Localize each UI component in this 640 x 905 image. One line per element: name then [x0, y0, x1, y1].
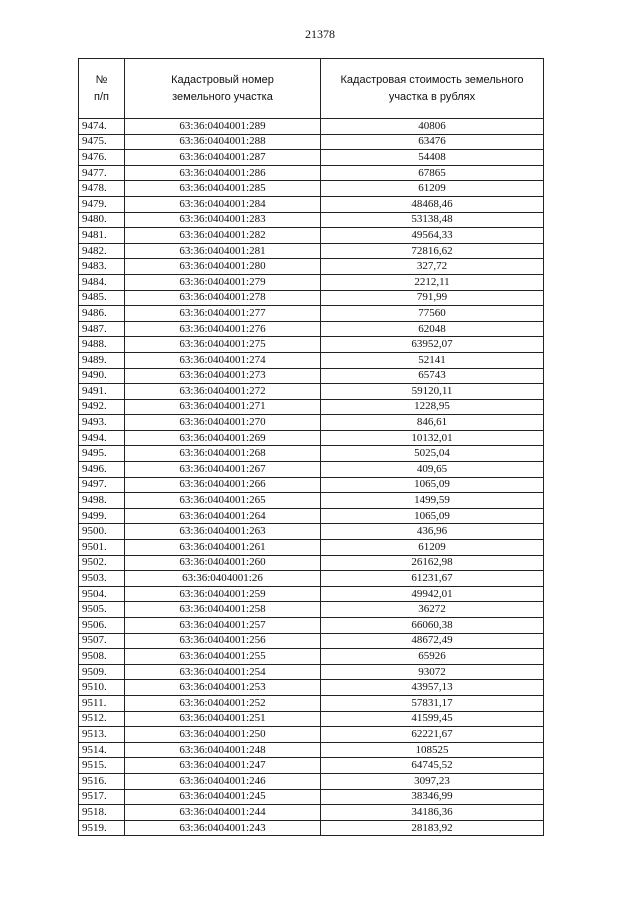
- row-number-cell: 9483.: [79, 259, 125, 275]
- table-row: [79, 649, 544, 665]
- cadastral-number-cell: 63:36:0404001:266: [125, 477, 321, 493]
- table-row: [79, 508, 544, 524]
- cadastral-number-cell: 63:36:0404001:248: [125, 742, 321, 758]
- cadastral-value-cell: 2212,11: [321, 274, 544, 290]
- table-row: [79, 368, 544, 384]
- cadastral-number-cell: 63:36:0404001:247: [125, 758, 321, 774]
- row-number-cell: 9495.: [79, 446, 125, 462]
- table-row: [79, 150, 544, 166]
- cadastral-value-cell: 1065,09: [321, 508, 544, 524]
- header-cadastral-number-line-2: земельного участка: [172, 90, 273, 103]
- cadastral-number-cell: 63:36:0404001:260: [125, 555, 321, 571]
- cadastral-value-cell: 108525: [321, 742, 544, 758]
- cadastral-value-cell: 40806: [321, 119, 544, 135]
- table-row: [79, 430, 544, 446]
- cadastral-number-cell: 63:36:0404001:271: [125, 399, 321, 415]
- cadastral-number-cell: 63:36:0404001:281: [125, 243, 321, 259]
- row-number-cell: 9479.: [79, 196, 125, 212]
- row-number-cell: 9482.: [79, 243, 125, 259]
- cadastral-number-cell: 63:36:0404001:274: [125, 352, 321, 368]
- table-row: [79, 321, 544, 337]
- table-body: [79, 119, 544, 836]
- cadastral-number-cell: 63:36:0404001:246: [125, 773, 321, 789]
- table-row: [79, 134, 544, 150]
- cadastral-number-cell: 63:36:0404001:270: [125, 415, 321, 431]
- row-number-cell: 9510.: [79, 680, 125, 696]
- cadastral-number-cell: 63:36:0404001:243: [125, 820, 321, 836]
- row-number-cell: 9506.: [79, 618, 125, 634]
- table-row: [79, 555, 544, 571]
- cadastral-number-cell: 63:36:0404001:269: [125, 430, 321, 446]
- table-row: [79, 695, 544, 711]
- cadastral-number-cell: 63:36:0404001:282: [125, 228, 321, 244]
- cadastral-number-cell: 63:36:0404001:273: [125, 368, 321, 384]
- cadastral-number-cell: 63:36:0404001:283: [125, 212, 321, 228]
- cadastral-number-cell: 63:36:0404001:287: [125, 150, 321, 166]
- cadastral-value-cell: 65743: [321, 368, 544, 384]
- cadastral-value-cell: 5025,04: [321, 446, 544, 462]
- table-row: [79, 664, 544, 680]
- row-number-cell: 9484.: [79, 274, 125, 290]
- cadastral-value-cell: 43957,13: [321, 680, 544, 696]
- cadastral-value-cell: 62221,67: [321, 727, 544, 743]
- cadastral-value-cell: 1065,09: [321, 477, 544, 493]
- header-cadastral-value-line-2: участка в рублях: [388, 90, 476, 103]
- cadastral-number-cell: 63:36:0404001:265: [125, 493, 321, 509]
- table-row: [79, 212, 544, 228]
- cadastral-number-cell: 63:36:0404001:284: [125, 196, 321, 212]
- cadastral-number-cell: 63:36:0404001:264: [125, 508, 321, 524]
- cadastral-value-cell: 48672,49: [321, 633, 544, 649]
- table-row: [79, 337, 544, 353]
- cadastral-value-cell: 48468,46: [321, 196, 544, 212]
- row-number-cell: 9480.: [79, 212, 125, 228]
- row-number-cell: 9493.: [79, 415, 125, 431]
- row-number-cell: 9501.: [79, 540, 125, 556]
- cadastral-value-cell: 409,65: [321, 462, 544, 478]
- cadastral-number-cell: 63:36:0404001:276: [125, 321, 321, 337]
- row-number-cell: 9519.: [79, 820, 125, 836]
- row-number-cell: 9518.: [79, 805, 125, 821]
- cadastral-value-cell: 38346,99: [321, 789, 544, 805]
- cadastral-value-cell: 36272: [321, 602, 544, 618]
- cadastral-value-cell: 63476: [321, 134, 544, 150]
- header-row: [79, 59, 544, 119]
- row-number-cell: 9498.: [79, 493, 125, 509]
- row-number-cell: 9500.: [79, 524, 125, 540]
- cadastral-number-cell: 63:36:0404001:278: [125, 290, 321, 306]
- cadastral-number-cell: 63:36:0404001:250: [125, 727, 321, 743]
- table-row: [79, 165, 544, 181]
- row-number-cell: 9508.: [79, 649, 125, 665]
- cadastral-number-cell: 63:36:0404001:252: [125, 695, 321, 711]
- cadastral-number-cell: 63:36:0404001:253: [125, 680, 321, 696]
- table-row: [79, 446, 544, 462]
- table-row: [79, 462, 544, 478]
- cadastral-number-cell: 63:36:0404001:275: [125, 337, 321, 353]
- cadastral-value-cell: 846,61: [321, 415, 544, 431]
- header-row-number-line-2: п/п: [94, 90, 109, 103]
- row-number-cell: 9475.: [79, 134, 125, 150]
- cadastral-value-cell: 791,99: [321, 290, 544, 306]
- cadastral-value-cell: 66060,38: [321, 618, 544, 634]
- table-row: [79, 758, 544, 774]
- cadastral-value-cell: 53138,48: [321, 212, 544, 228]
- cadastral-number-cell: 63:36:0404001:268: [125, 446, 321, 462]
- table-row: [79, 477, 544, 493]
- cadastral-value-cell: 41599,45: [321, 711, 544, 727]
- table-row: [79, 415, 544, 431]
- cadastral-number-cell: 63:36:0404001:259: [125, 586, 321, 602]
- cadastral-value-cell: 49564,33: [321, 228, 544, 244]
- cadastral-value-cell: 52141: [321, 352, 544, 368]
- table-row: [79, 290, 544, 306]
- cadastral-value-cell: 1228,95: [321, 399, 544, 415]
- row-number-cell: 9496.: [79, 462, 125, 478]
- cadastral-value-cell: 65926: [321, 649, 544, 665]
- cadastral-value-cell: 61209: [321, 540, 544, 556]
- table-row: [79, 773, 544, 789]
- cadastral-number-cell: 63:36:0404001:267: [125, 462, 321, 478]
- cadastral-value-cell: 49942,01: [321, 586, 544, 602]
- row-number-cell: 9513.: [79, 727, 125, 743]
- table-row: [79, 805, 544, 821]
- cadastral-value-cell: 1499,59: [321, 493, 544, 509]
- cadastral-value-cell: 10132,01: [321, 430, 544, 446]
- row-number-cell: 9507.: [79, 633, 125, 649]
- cadastral-value-cell: 62048: [321, 321, 544, 337]
- row-number-cell: 9504.: [79, 586, 125, 602]
- row-number-cell: 9515.: [79, 758, 125, 774]
- row-number-cell: 9505.: [79, 602, 125, 618]
- table-row: [79, 618, 544, 634]
- cadastral-number-cell: 63:36:0404001:257: [125, 618, 321, 634]
- row-number-cell: 9491.: [79, 384, 125, 400]
- row-number-cell: 9474.: [79, 119, 125, 135]
- cadastral-number-cell: 63:36:0404001:254: [125, 664, 321, 680]
- row-number-cell: 9511.: [79, 695, 125, 711]
- cadastral-number-cell: 63:36:0404001:279: [125, 274, 321, 290]
- page-number: 21378: [305, 27, 335, 41]
- table-row: [79, 274, 544, 290]
- row-number-cell: 9502.: [79, 555, 125, 571]
- table-row: [79, 259, 544, 275]
- table-row: [79, 742, 544, 758]
- row-number-cell: 9497.: [79, 477, 125, 493]
- cadastral-value-cell: 72816,62: [321, 243, 544, 259]
- table-row: [79, 680, 544, 696]
- table-row: [79, 711, 544, 727]
- cadastral-number-cell: 63:36:0404001:251: [125, 711, 321, 727]
- cadastral-number-cell: 63:36:0404001:277: [125, 306, 321, 322]
- cadastral-number-cell: 63:36:0404001:289: [125, 119, 321, 135]
- cadastral-value-cell: 93072: [321, 664, 544, 680]
- table-row: [79, 820, 544, 836]
- table-row: [79, 399, 544, 415]
- cadastral-value-cell: 64745,52: [321, 758, 544, 774]
- cadastral-value-cell: 26162,98: [321, 555, 544, 571]
- row-number-cell: 9514.: [79, 742, 125, 758]
- cadastral-number-cell: 63:36:0404001:255: [125, 649, 321, 665]
- table-row: [79, 384, 544, 400]
- row-number-cell: 9517.: [79, 789, 125, 805]
- row-number-cell: 9503.: [79, 571, 125, 587]
- cadastral-number-cell: 63:36:0404001:261: [125, 540, 321, 556]
- cadastral-number-cell: 63:36:0404001:256: [125, 633, 321, 649]
- cadastral-value-cell: 61231,67: [321, 571, 544, 587]
- header-row-number: [79, 59, 125, 119]
- row-number-cell: 9486.: [79, 306, 125, 322]
- row-number-cell: 9478.: [79, 181, 125, 197]
- row-number-cell: 9499.: [79, 508, 125, 524]
- table-row: [79, 493, 544, 509]
- row-number-cell: 9492.: [79, 399, 125, 415]
- cadastral-value-cell: 3097,23: [321, 773, 544, 789]
- row-number-cell: 9489.: [79, 352, 125, 368]
- header-cadastral-number: [125, 59, 321, 119]
- table-row: [79, 524, 544, 540]
- table-row: [79, 540, 544, 556]
- cadastral-number-cell: 63:36:0404001:280: [125, 259, 321, 275]
- table-row: [79, 181, 544, 197]
- cadastral-number-cell: 63:36:0404001:26: [125, 571, 321, 587]
- header-row-number-line-1: №: [95, 73, 108, 86]
- table-row: [79, 196, 544, 212]
- table-row: [79, 228, 544, 244]
- cadastral-value-cell: 63952,07: [321, 337, 544, 353]
- row-number-cell: 9488.: [79, 337, 125, 353]
- cadastral-number-cell: 63:36:0404001:285: [125, 181, 321, 197]
- table-row: [79, 727, 544, 743]
- row-number-cell: 9481.: [79, 228, 125, 244]
- row-number-cell: 9487.: [79, 321, 125, 337]
- cadastral-number-cell: 63:36:0404001:286: [125, 165, 321, 181]
- row-number-cell: 9494.: [79, 430, 125, 446]
- cadastral-value-cell: 28183,92: [321, 820, 544, 836]
- header-cadastral-number-line-1: Кадастровый номер: [171, 73, 274, 86]
- cadastral-value-cell: 436,96: [321, 524, 544, 540]
- cadastral-number-cell: 63:36:0404001:245: [125, 789, 321, 805]
- cadastral-value-cell: 77560: [321, 306, 544, 322]
- table-header: [79, 59, 544, 119]
- cadastral-value-cell: 61209: [321, 181, 544, 197]
- cadastral-value-cell: 57831,17: [321, 695, 544, 711]
- cadastral-number-cell: 63:36:0404001:244: [125, 805, 321, 821]
- header-cadastral-value: [321, 59, 544, 119]
- table-row: [79, 602, 544, 618]
- table-row: [79, 306, 544, 322]
- cadastral-value-cell: 54408: [321, 150, 544, 166]
- cadastral-value-table: [78, 58, 544, 836]
- table-row: [79, 243, 544, 259]
- cadastral-number-cell: 63:36:0404001:258: [125, 602, 321, 618]
- row-number-cell: 9512.: [79, 711, 125, 727]
- table-row: [79, 586, 544, 602]
- row-number-cell: 9490.: [79, 368, 125, 384]
- header-cadastral-value-line-1: Кадастровая стоимость земельного: [340, 73, 524, 86]
- row-number-cell: 9477.: [79, 165, 125, 181]
- row-number-cell: 9509.: [79, 664, 125, 680]
- row-number-cell: 9516.: [79, 773, 125, 789]
- cadastral-number-cell: 63:36:0404001:288: [125, 134, 321, 150]
- cadastral-number-cell: 63:36:0404001:272: [125, 384, 321, 400]
- table-row: [79, 119, 544, 135]
- table-row: [79, 789, 544, 805]
- cadastral-value-cell: 59120,11: [321, 384, 544, 400]
- table-row: [79, 352, 544, 368]
- cadastral-value-cell: 67865: [321, 165, 544, 181]
- cadastral-number-cell: 63:36:0404001:263: [125, 524, 321, 540]
- cadastral-value-cell: 34186,36: [321, 805, 544, 821]
- table-row: [79, 633, 544, 649]
- cadastral-value-cell: 327,72: [321, 259, 544, 275]
- row-number-cell: 9476.: [79, 150, 125, 166]
- table-row: [79, 571, 544, 587]
- row-number-cell: 9485.: [79, 290, 125, 306]
